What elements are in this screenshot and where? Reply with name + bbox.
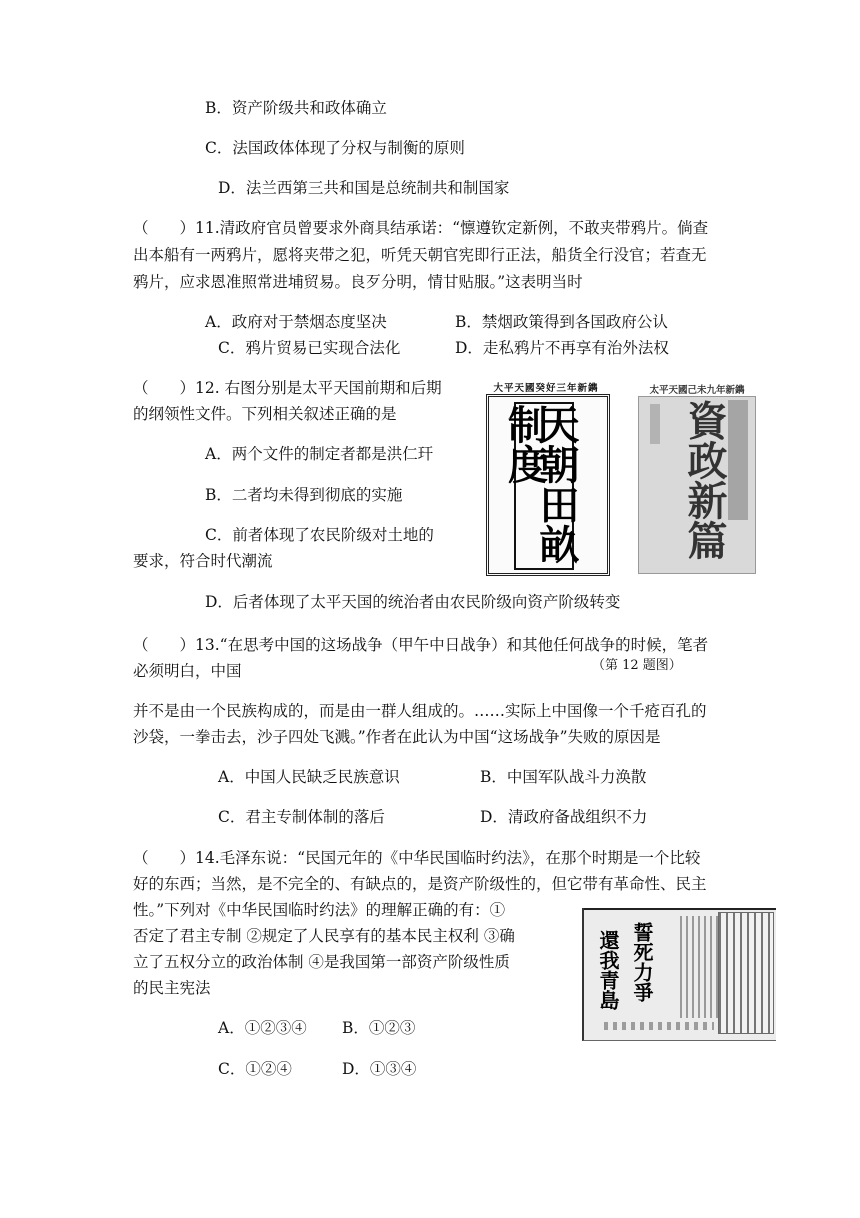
q11-option-d: D．走私鸦片不再享有治外法权 — [455, 339, 669, 357]
q13-stem-line-1: （ ）13.“在思考中国的这场战争（甲午中日战争）和其他任何战争的时候，笔者 — [133, 636, 709, 654]
q11-stem-line-2: 出本船有一两鸦片，愿将夹带之犯，听凭天朝官宪即行正法，船货全行没官；若查无 — [133, 246, 707, 264]
q14-stem-line-5: 立了五权分立的政治体制 ④是我国第一部资产阶级性质 — [133, 953, 510, 971]
q14-stem-line-4: 否定了君主专制 ②规定了人民享有的基本民主权利 ③确 — [133, 927, 515, 945]
q11-stem-line-3: 鸦片，应求恩准照常进埔贸易。良歹分明，情甘贴服。”这表明当时 — [133, 273, 583, 291]
figure-12-caption: （第 12 题图） — [592, 658, 682, 673]
figure-12-doc-1 — [484, 378, 608, 574]
q13-stem-line-4: 沙袋，一拳击去，沙子四处飞溅。”作者在此认为中国“这场战争”失败的原因是 — [133, 728, 661, 746]
doc-1-header: 大平天國癸好三年新鐫 — [493, 383, 599, 394]
q12-option-b: B．二者均未得到彻底的实施 — [205, 486, 403, 504]
q12-stem-line-1: （ ）12. 右图分别是太平天国前期和后期 — [133, 379, 442, 397]
q11-stem-line-1: （ ）11.清政府官员曾要求外商具结承诺：“懔遵钦定新例，不敢夹带鸦片。倘查 — [133, 219, 709, 237]
newspaper-inset — [718, 912, 774, 1034]
q13-stem-line-2: 必须明白，中国 — [133, 662, 242, 680]
q13-stem-line-3: 并不是由一个民族构成的，而是由一群人组成的。……实际上中国像一个千疮百孔的 — [133, 702, 707, 720]
doc-2-header: 太平天國己未九年新鐫 — [649, 385, 745, 396]
q11-option-c: C．鸦片贸易已实现合法化 — [218, 339, 401, 357]
q14-stem-line-6: 的民主宪法 — [133, 979, 211, 997]
q13-option-b: B．中国军队战斗力涣散 — [480, 768, 647, 786]
q12-option-c-line-2: 要求，符合时代潮流 — [133, 552, 273, 570]
q14-stem-line-2: 好的东西；当然，是不完全的、有缺点的，是资产阶级性的，但它带有革命性、民主 — [133, 875, 707, 893]
q10-option-c: C．法国政体体现了分权与制衡的原则 — [205, 139, 465, 157]
newspaper-columns — [680, 916, 718, 1018]
q11-option-a: A．政府对于禁烟态度坚决 — [205, 313, 387, 331]
q12-option-c-line-1: C．前者体现了农民阶级对土地的 — [205, 526, 434, 544]
headline-2: 還我青島 — [596, 930, 620, 1010]
q13-option-a: A．中国人民缺乏民族意识 — [218, 768, 400, 786]
q13-option-d: D．清政府备战组织不力 — [480, 808, 648, 826]
figure-14-newspaper — [582, 908, 776, 1041]
q12-option-d: D．后者体现了太平天国的统治者由农民阶级向资产阶级转变 — [205, 593, 621, 611]
q14-stem-line-1: （ ）14.毛泽东说：“民国元年的《中华民国临时约法》，在那个时期是一个比较 — [133, 849, 701, 867]
q10-option-d: D．法兰西第三共和国是总统制共和制国家 — [218, 179, 510, 197]
newspaper-footer — [604, 1022, 714, 1030]
q11-option-b: B．禁烟政策得到各国政府公认 — [455, 313, 668, 331]
doc-1-title: 天朝田畝制度 — [514, 402, 574, 570]
q14-option-d: D．①③④ — [342, 1060, 417, 1078]
figure-12-doc-2 — [636, 380, 758, 576]
q14-option-b: B．①②③ — [342, 1019, 416, 1037]
q14-option-c: C．①②④ — [218, 1060, 292, 1078]
q14-stem-line-3: 性。”下列对《中华民国临时约法》的理解正确的有：① — [133, 901, 506, 919]
headline-1: 誓死力爭 — [630, 922, 654, 1002]
q10-option-b: B．资产阶级共和政体确立 — [205, 99, 387, 117]
q13-option-c: C．君主专制体制的落后 — [218, 808, 385, 826]
q12-stem-line-2: 的纲领性文件。下列相关叙述正确的是 — [133, 405, 397, 423]
q12-option-a: A．两个文件的制定者都是洪仁玕 — [205, 445, 434, 463]
q14-option-a: A．①②③④ — [218, 1019, 307, 1037]
doc-2-title: 資政新篇 — [681, 400, 728, 560]
